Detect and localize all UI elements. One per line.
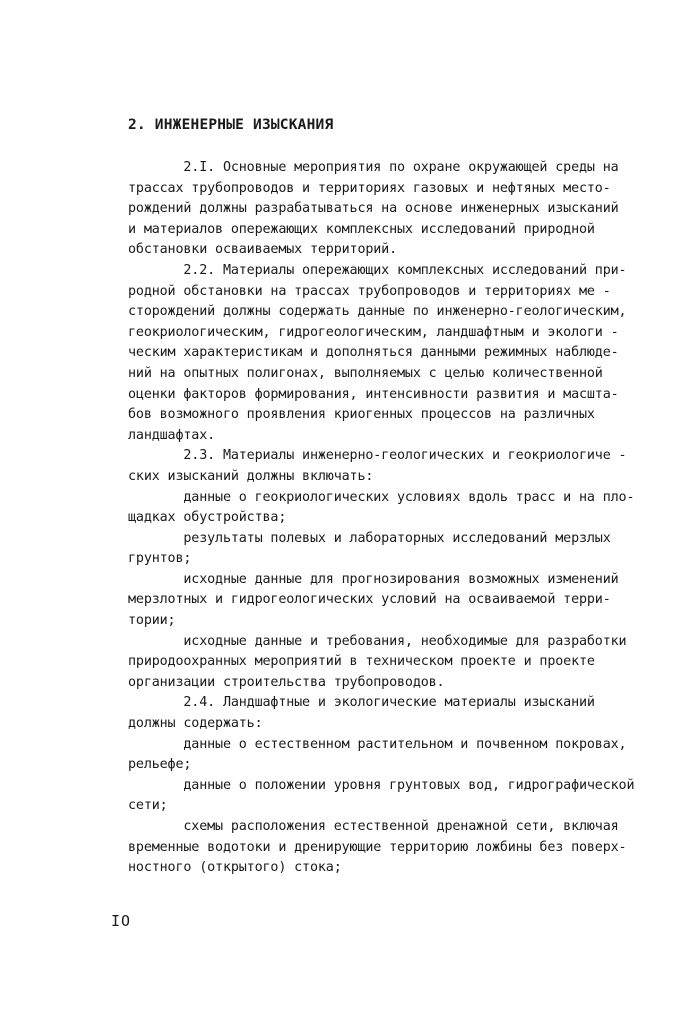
page-number: IO (111, 912, 132, 930)
text-line: результаты полевых и лабораторных исследований мерзлых (128, 530, 611, 546)
text-line: рельефе; (128, 757, 192, 773)
section-heading: 2. ИНЖЕНЕРНЫЕ ИЗЫСКАНИЯ (128, 117, 334, 133)
text-line: 2.I. Основные мероприятия по охране окружающей среды на (128, 160, 619, 175)
text-line: исходные данные и требования, необходимые для разработки (128, 633, 627, 649)
text-line: родной обстановки на трассах трубопроводов и территориях ме - (128, 283, 611, 299)
text-line: организации строительства трубопроводов. (128, 674, 445, 690)
text-line: мерзлотных и гидрогеологических условий на осваиваемой терри- (128, 592, 611, 608)
text-line: ландшафтах. (128, 427, 216, 443)
text-line: схемы расположения естественной дренажной сети, включая (128, 819, 619, 834)
text-line: и материалов опережающих комплексных исследований природной (128, 221, 595, 237)
text-line: сторождений должны содержать данные по инженерно-геологическим, (128, 304, 627, 320)
text-line: исходные данные для прогнозирования возможных изменений (128, 571, 619, 587)
text-line: ностного (открытого) стока; (128, 860, 342, 876)
text-line: трассах трубопроводов и территориях газовых и нефтяных место- (128, 180, 611, 196)
text-line: данные о геокриологических условиях вдоль трасс и на пло- (128, 489, 635, 505)
text-line: рождений должны разрабатываться на основе инженерных изысканий (128, 201, 619, 217)
text-line: обстановки осваиваемых территорий. (128, 242, 398, 258)
text-line: сети; (128, 798, 168, 814)
text-line: щадках обустройства; (128, 510, 287, 526)
text-line: тории; (128, 613, 176, 629)
text-line: грунтов; (128, 551, 192, 567)
body-text (128, 158, 673, 879)
text-line: ний на опытных полигонах, выполняемых с целью количественной (128, 365, 603, 381)
text-line: ских изысканий должны включать: (128, 468, 374, 484)
text-line: временные водотоки и дренирующие территорию ложбины без поверх- (128, 839, 627, 855)
text-line: 2.3. Материалы инженерно-геологических и геокриологиче - (128, 448, 627, 464)
text-line: 2.4. Ландшафтные и экологические материалы изысканий (128, 695, 595, 711)
text-line: 2.2. Материалы опережающих комплексных исследований при- (128, 262, 627, 278)
text-line: бов возможного проявления криогенных процессов на различных (128, 407, 595, 423)
text-line: ческим характеристикам и дополняться данными режимных наблюде- (128, 345, 619, 361)
text-line: данные о положении уровня грунтовых вод, гидрографической (128, 777, 635, 793)
text-line: данные о естественном растительном и почвенном покровах, (128, 736, 627, 752)
text-line: природоохранных мероприятий в техническом проекте и проекте (128, 654, 595, 670)
text-line: оценки факторов формирования, интенсивности развития и масшта- (128, 386, 619, 402)
text-line: должны содержать: (128, 716, 263, 732)
text-line: геокриологическим, гидрогеологическим, ландшафтным и экологи - (128, 324, 619, 340)
